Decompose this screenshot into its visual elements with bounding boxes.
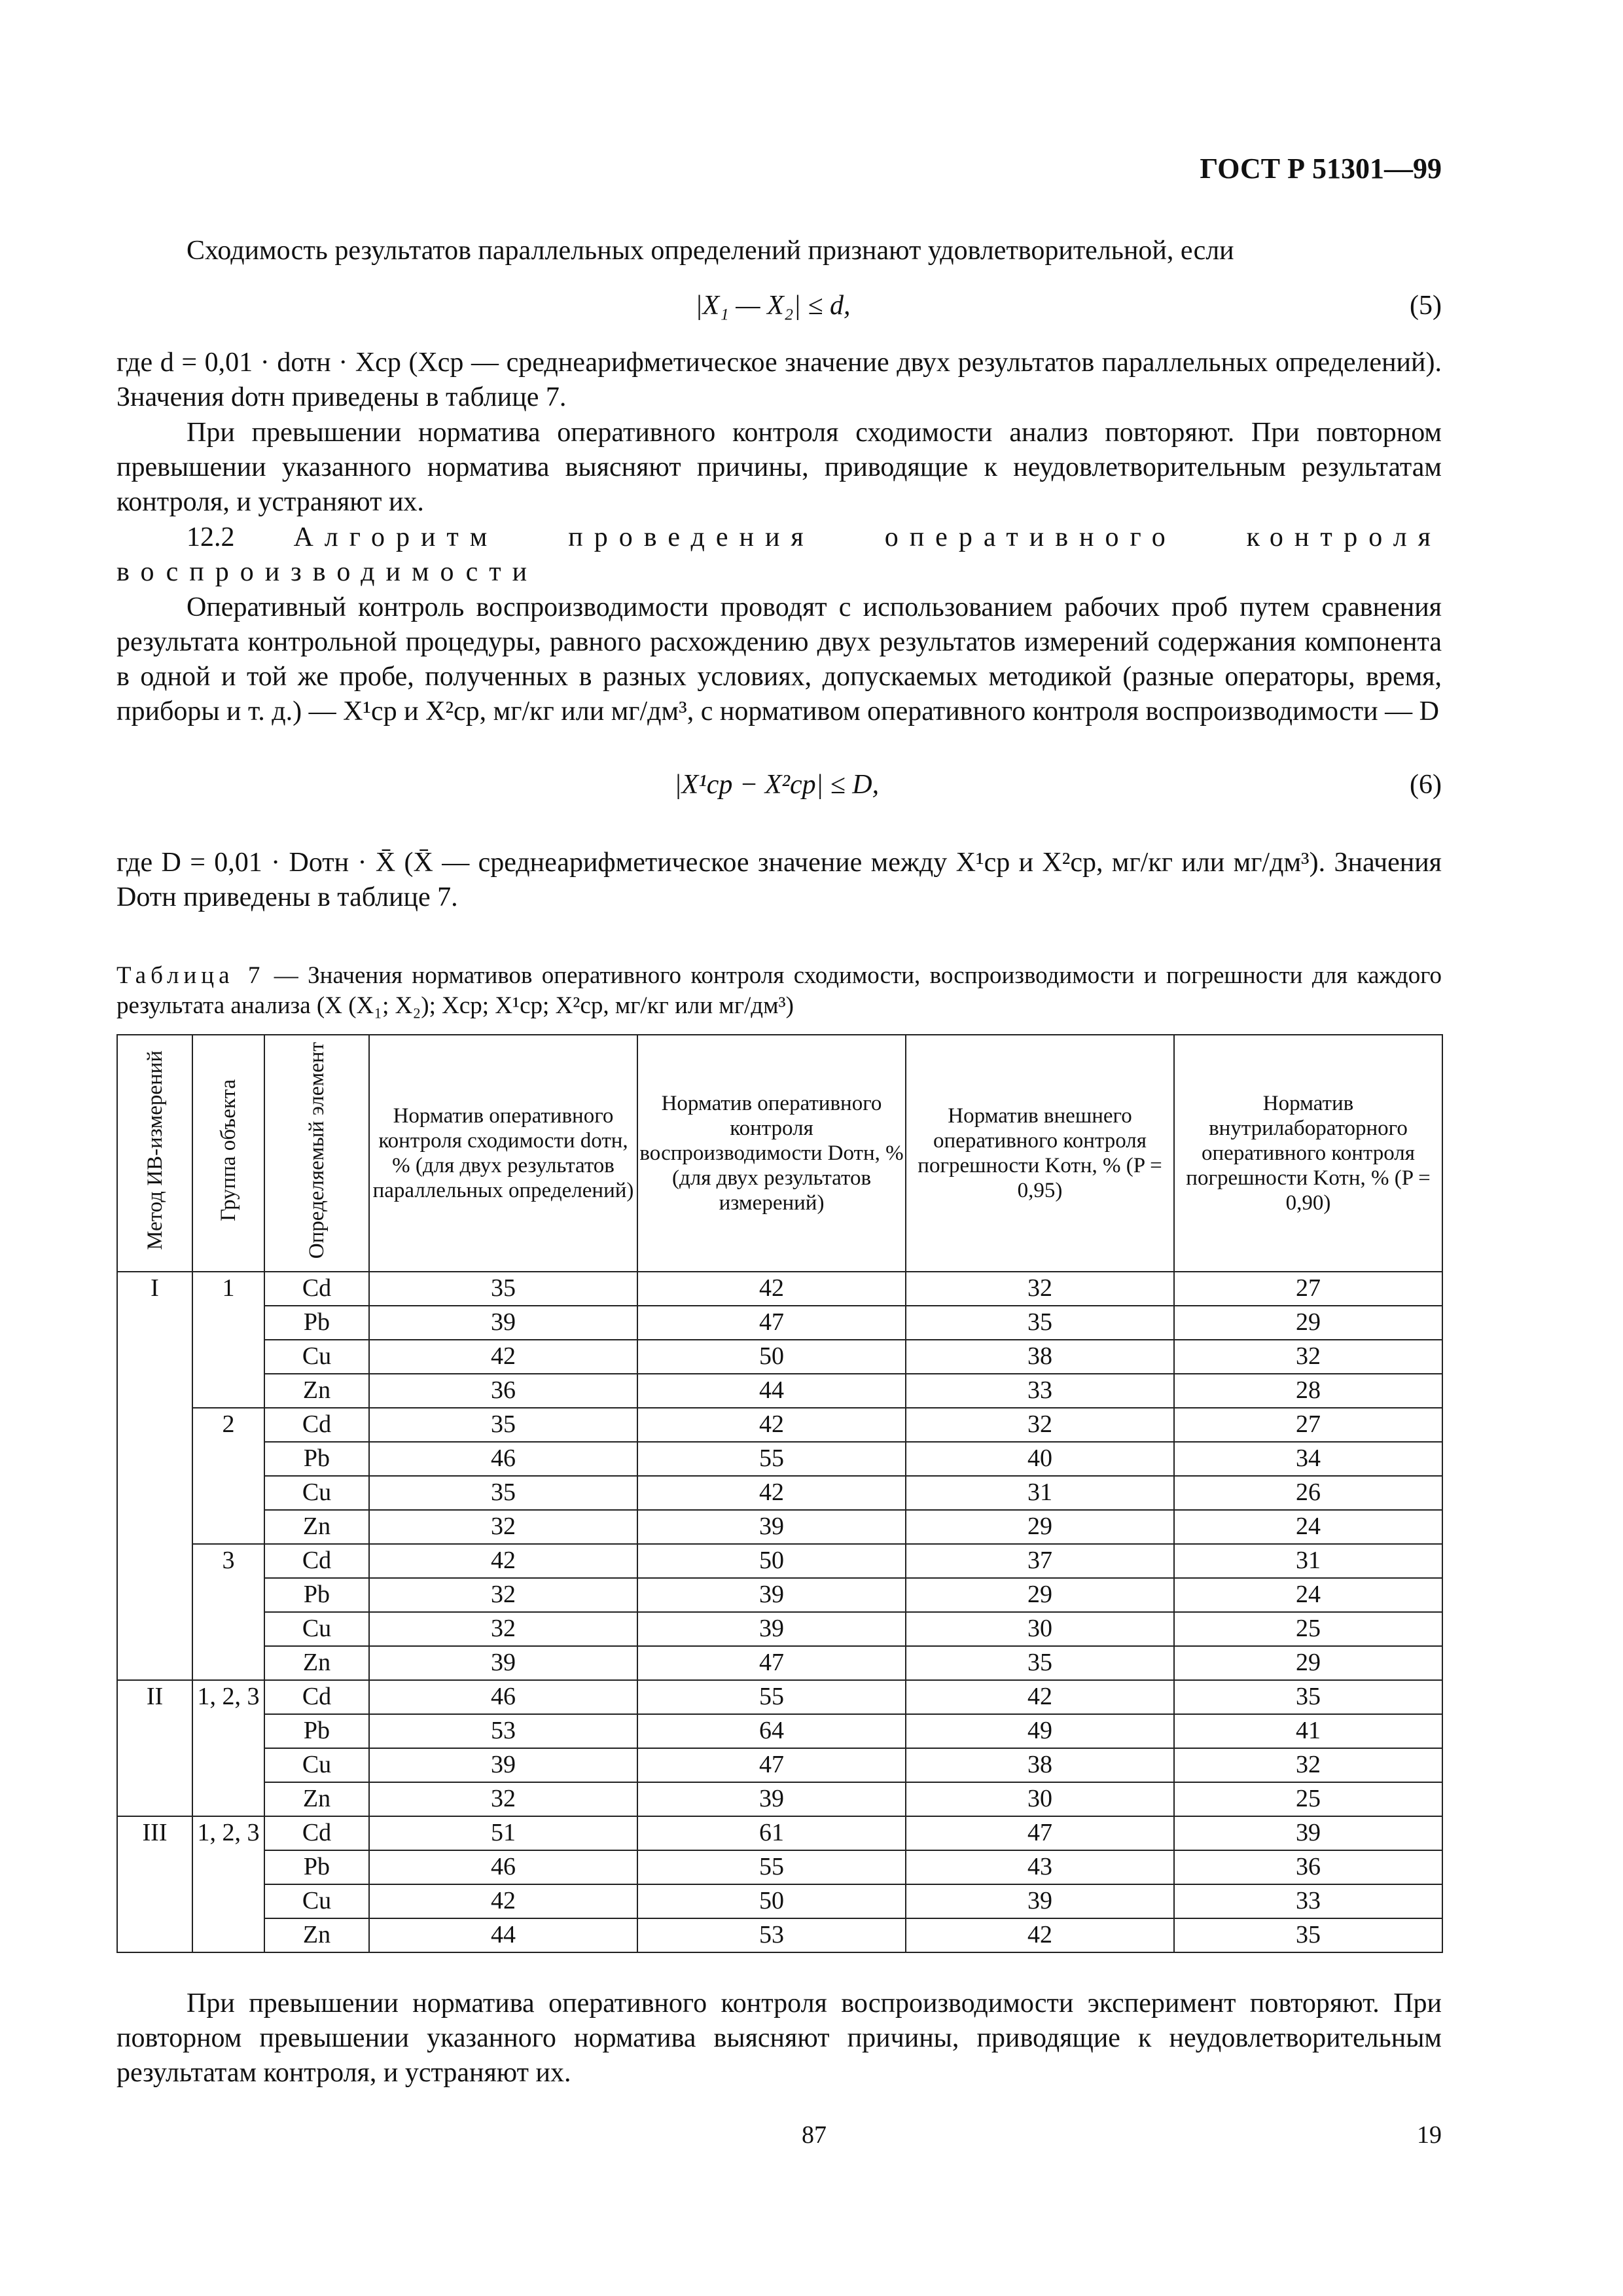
cell-element: Zn [264, 1374, 369, 1408]
header-group: Группа объекта [192, 1035, 264, 1272]
cell-reproducibility: 55 [637, 1442, 906, 1476]
cell-external-error: 49 [906, 1714, 1174, 1748]
cell-reproducibility: 61 [637, 1816, 906, 1850]
cell-external-error: 39 [906, 1884, 1174, 1918]
table-caption [116, 961, 1442, 1021]
cell-external-error: 42 [906, 1680, 1174, 1714]
cell-external-error: 31 [906, 1476, 1174, 1510]
cell-convergence: 32 [369, 1612, 637, 1646]
cell-external-error: 30 [906, 1782, 1174, 1816]
cell-internal-error: 29 [1174, 1306, 1442, 1340]
cell-reproducibility: 42 [637, 1408, 906, 1442]
header-external-error: Норматив внешнего оперативного контроля погрешности Kотн, % (P = 0,95) [906, 1035, 1174, 1272]
cell-internal-error: 33 [1174, 1884, 1442, 1918]
header-method: Метод ИВ-измерений [117, 1035, 192, 1272]
table-row [117, 1748, 1442, 1782]
cell-external-error: 38 [906, 1748, 1174, 1782]
cell-convergence: 39 [369, 1748, 637, 1782]
cell-method: III [117, 1816, 192, 1952]
header-element: Определяемый элемент [264, 1035, 369, 1272]
cell-reproducibility: 39 [637, 1578, 906, 1612]
cell-internal-error: 32 [1174, 1340, 1442, 1374]
table-row [117, 1306, 1442, 1340]
cell-element: Cu [264, 1612, 369, 1646]
cell-element: Cu [264, 1884, 369, 1918]
paragraph-convergence-exceed: При превышении норматива оперативного контроля сходимости анализ повторяют. При повторном превышении указанного норматива выясняют причины, приводящие к неудовлетворительным результатам контроля, и устраняют их. [116, 418, 1442, 517]
cell-external-error: 47 [906, 1816, 1174, 1850]
table-body [117, 1272, 1442, 1952]
section-12-2-heading [116, 520, 1442, 590]
cell-convergence: 32 [369, 1510, 637, 1544]
cell-internal-error: 35 [1174, 1918, 1442, 1952]
cell-external-error: 32 [906, 1408, 1174, 1442]
table-row [117, 1374, 1442, 1408]
table-row [117, 1850, 1442, 1884]
cell-external-error: 30 [906, 1612, 1174, 1646]
cell-convergence: 39 [369, 1646, 637, 1680]
table-row [117, 1408, 1442, 1442]
formula-6-number: (6) [1410, 770, 1442, 800]
table-row [117, 1476, 1442, 1510]
cell-element: Cu [264, 1340, 369, 1374]
cell-external-error: 43 [906, 1850, 1174, 1884]
cell-reproducibility: 47 [637, 1646, 906, 1680]
cell-element: Pb [264, 1714, 369, 1748]
cell-convergence: 51 [369, 1816, 637, 1850]
cell-element: Cu [264, 1476, 369, 1510]
page-number-center: 87 [802, 2121, 827, 2149]
cell-reproducibility: 42 [637, 1476, 906, 1510]
cell-internal-error: 31 [1174, 1544, 1442, 1578]
cell-group: 2 [192, 1408, 264, 1544]
cell-external-error: 33 [906, 1374, 1174, 1408]
cell-reproducibility: 50 [637, 1884, 906, 1918]
table-7 [116, 1034, 1443, 1953]
formula-5: |X₁ — X₂| ≤ d, [695, 291, 851, 321]
cell-element: Cu [264, 1748, 369, 1782]
table-row [117, 1816, 1442, 1850]
cell-element: Pb [264, 1850, 369, 1884]
cell-convergence: 36 [369, 1374, 637, 1408]
cell-internal-error: 35 [1174, 1680, 1442, 1714]
cell-internal-error: 39 [1174, 1816, 1442, 1850]
cell-external-error: 38 [906, 1340, 1174, 1374]
cell-internal-error: 41 [1174, 1714, 1442, 1748]
table-row [117, 1442, 1442, 1476]
header-internal-error: Норматив внутрилабораторного оперативного контроля погрешности Kотн, % (P = 0,90) [1174, 1035, 1442, 1272]
paragraph-D-definition: где D = 0,01 · Dотн · X̄ (X̄ — среднеарифметическое значение между X¹ср и X²ср, мг/кг или мг/дм³). Значения Dотн приведены в таблице 7. [116, 848, 1442, 912]
cell-reproducibility: 50 [637, 1340, 906, 1374]
cell-internal-error: 25 [1174, 1612, 1442, 1646]
cell-group: 1 [192, 1272, 264, 1408]
table-row [117, 1884, 1442, 1918]
table-row [117, 1782, 1442, 1816]
cell-reproducibility: 39 [637, 1612, 906, 1646]
cell-internal-error: 27 [1174, 1272, 1442, 1306]
cell-element: Zn [264, 1646, 369, 1680]
cell-external-error: 29 [906, 1578, 1174, 1612]
table-header-row [117, 1035, 1442, 1272]
table-row [117, 1714, 1442, 1748]
cell-element: Cd [264, 1816, 369, 1850]
cell-reproducibility: 50 [637, 1544, 906, 1578]
cell-element: Cd [264, 1272, 369, 1306]
paragraph-reproducibility-exceed: При превышении норматива оперативного контроля воспроизводимости эксперимент повторяют. При повторном превышении указанного норматива выясняют причины, приводящие к неудовлетворительным результатам контроля, и устраняют их. [116, 1988, 1442, 2088]
cell-method: I [117, 1272, 192, 1680]
cell-reproducibility: 64 [637, 1714, 906, 1748]
cell-element: Zn [264, 1782, 369, 1816]
document-code: ГОСТ Р 51301—99 [1200, 152, 1442, 185]
cell-reproducibility: 42 [637, 1272, 906, 1306]
cell-reproducibility: 53 [637, 1918, 906, 1952]
header-reproducibility: Норматив оперативного контроля воспроизводимости Dотн, % (для двух результатов измерений) [637, 1035, 906, 1272]
cell-element: Cd [264, 1408, 369, 1442]
cell-convergence: 46 [369, 1680, 637, 1714]
table-row [117, 1578, 1442, 1612]
cell-reproducibility: 47 [637, 1306, 906, 1340]
cell-external-error: 32 [906, 1272, 1174, 1306]
table-row [117, 1680, 1442, 1714]
cell-group: 1, 2, 3 [192, 1680, 264, 1816]
cell-external-error: 37 [906, 1544, 1174, 1578]
cell-internal-error: 25 [1174, 1782, 1442, 1816]
cell-reproducibility: 39 [637, 1510, 906, 1544]
cell-external-error: 29 [906, 1510, 1174, 1544]
table-row [117, 1340, 1442, 1374]
cell-convergence: 42 [369, 1544, 637, 1578]
cell-convergence: 39 [369, 1306, 637, 1340]
cell-external-error: 35 [906, 1646, 1174, 1680]
cell-convergence: 42 [369, 1884, 637, 1918]
header-convergence: Норматив оперативного контроля сходимости dотн, % (для двух результатов параллельных определений) [369, 1035, 637, 1272]
cell-element: Pb [264, 1306, 369, 1340]
cell-internal-error: 24 [1174, 1578, 1442, 1612]
cell-method: II [117, 1680, 192, 1816]
cell-reproducibility: 55 [637, 1850, 906, 1884]
table-row [117, 1272, 1442, 1306]
formula-5-number: (5) [1410, 291, 1442, 321]
cell-element: Cd [264, 1680, 369, 1714]
cell-convergence: 35 [369, 1476, 637, 1510]
cell-internal-error: 34 [1174, 1442, 1442, 1476]
cell-convergence: 44 [369, 1918, 637, 1952]
cell-convergence: 32 [369, 1578, 637, 1612]
cell-convergence: 42 [369, 1340, 637, 1374]
cell-element: Pb [264, 1442, 369, 1476]
cell-internal-error: 27 [1174, 1408, 1442, 1442]
cell-external-error: 40 [906, 1442, 1174, 1476]
cell-reproducibility: 47 [637, 1748, 906, 1782]
paragraph-reproducibility: Оперативный контроль воспроизводимости проводят с использованием рабочих проб путем сравнения результата контрольной процедуры, равного расхождению двух результатов измерений содержания компонента в одной и той же пробе, полученных в разных условиях, допускаемых методикой (разные операторы, время, приборы и т. д.) — X¹ср и X²ср, мг/кг или мг/дм³, с нормативом оперативного контроля воспроизводимости — D [116, 592, 1442, 726]
cell-group: 1, 2, 3 [192, 1816, 264, 1952]
cell-convergence: 35 [369, 1272, 637, 1306]
table-row [117, 1918, 1442, 1952]
cell-external-error: 35 [906, 1306, 1174, 1340]
cell-element: Pb [264, 1578, 369, 1612]
table-row [117, 1544, 1442, 1578]
cell-internal-error: 26 [1174, 1476, 1442, 1510]
cell-convergence: 35 [369, 1408, 637, 1442]
cell-convergence: 53 [369, 1714, 637, 1748]
table-row [117, 1612, 1442, 1646]
section-number: 12.2 [187, 522, 235, 552]
cell-reproducibility: 44 [637, 1374, 906, 1408]
cell-element: Zn [264, 1510, 369, 1544]
paragraph-convergence-intro: Сходимость результатов параллельных определений признают удовлетворительной, если [187, 236, 1234, 266]
cell-reproducibility: 39 [637, 1782, 906, 1816]
cell-convergence: 46 [369, 1442, 637, 1476]
table-label: Таблица 7 [116, 962, 265, 989]
cell-convergence: 46 [369, 1850, 637, 1884]
page-number-right: 19 [1417, 2121, 1442, 2149]
table-row [117, 1510, 1442, 1544]
cell-element: Cd [264, 1544, 369, 1578]
cell-convergence: 32 [369, 1782, 637, 1816]
section-title: Алгоритм проведения оперативного контроля воспроизводимости [116, 522, 1442, 587]
cell-internal-error: 24 [1174, 1510, 1442, 1544]
cell-external-error: 42 [906, 1918, 1174, 1952]
paragraph-d-definition: где d = 0,01 · dотн · Xср (Xср — среднеарифметическое значение двух результатов параллельных определений). Значения dотн приведены в таблице 7. [116, 348, 1442, 412]
cell-internal-error: 28 [1174, 1374, 1442, 1408]
cell-internal-error: 29 [1174, 1646, 1442, 1680]
cell-internal-error: 36 [1174, 1850, 1442, 1884]
cell-reproducibility: 55 [637, 1680, 906, 1714]
table-row [117, 1646, 1442, 1680]
formula-6: |X¹ср − X²ср| ≤ D, [674, 770, 880, 800]
cell-internal-error: 32 [1174, 1748, 1442, 1782]
table-caption-text: — Значения нормативов оперативного контроля сходимости, воспроизводимости и погрешности для каждого результата анализа (X (X₁; X₂); Xср; X¹ср; X²ср, мг/кг или мг/дм³) [116, 962, 1442, 1019]
cell-element: Zn [264, 1918, 369, 1952]
cell-group: 3 [192, 1544, 264, 1680]
